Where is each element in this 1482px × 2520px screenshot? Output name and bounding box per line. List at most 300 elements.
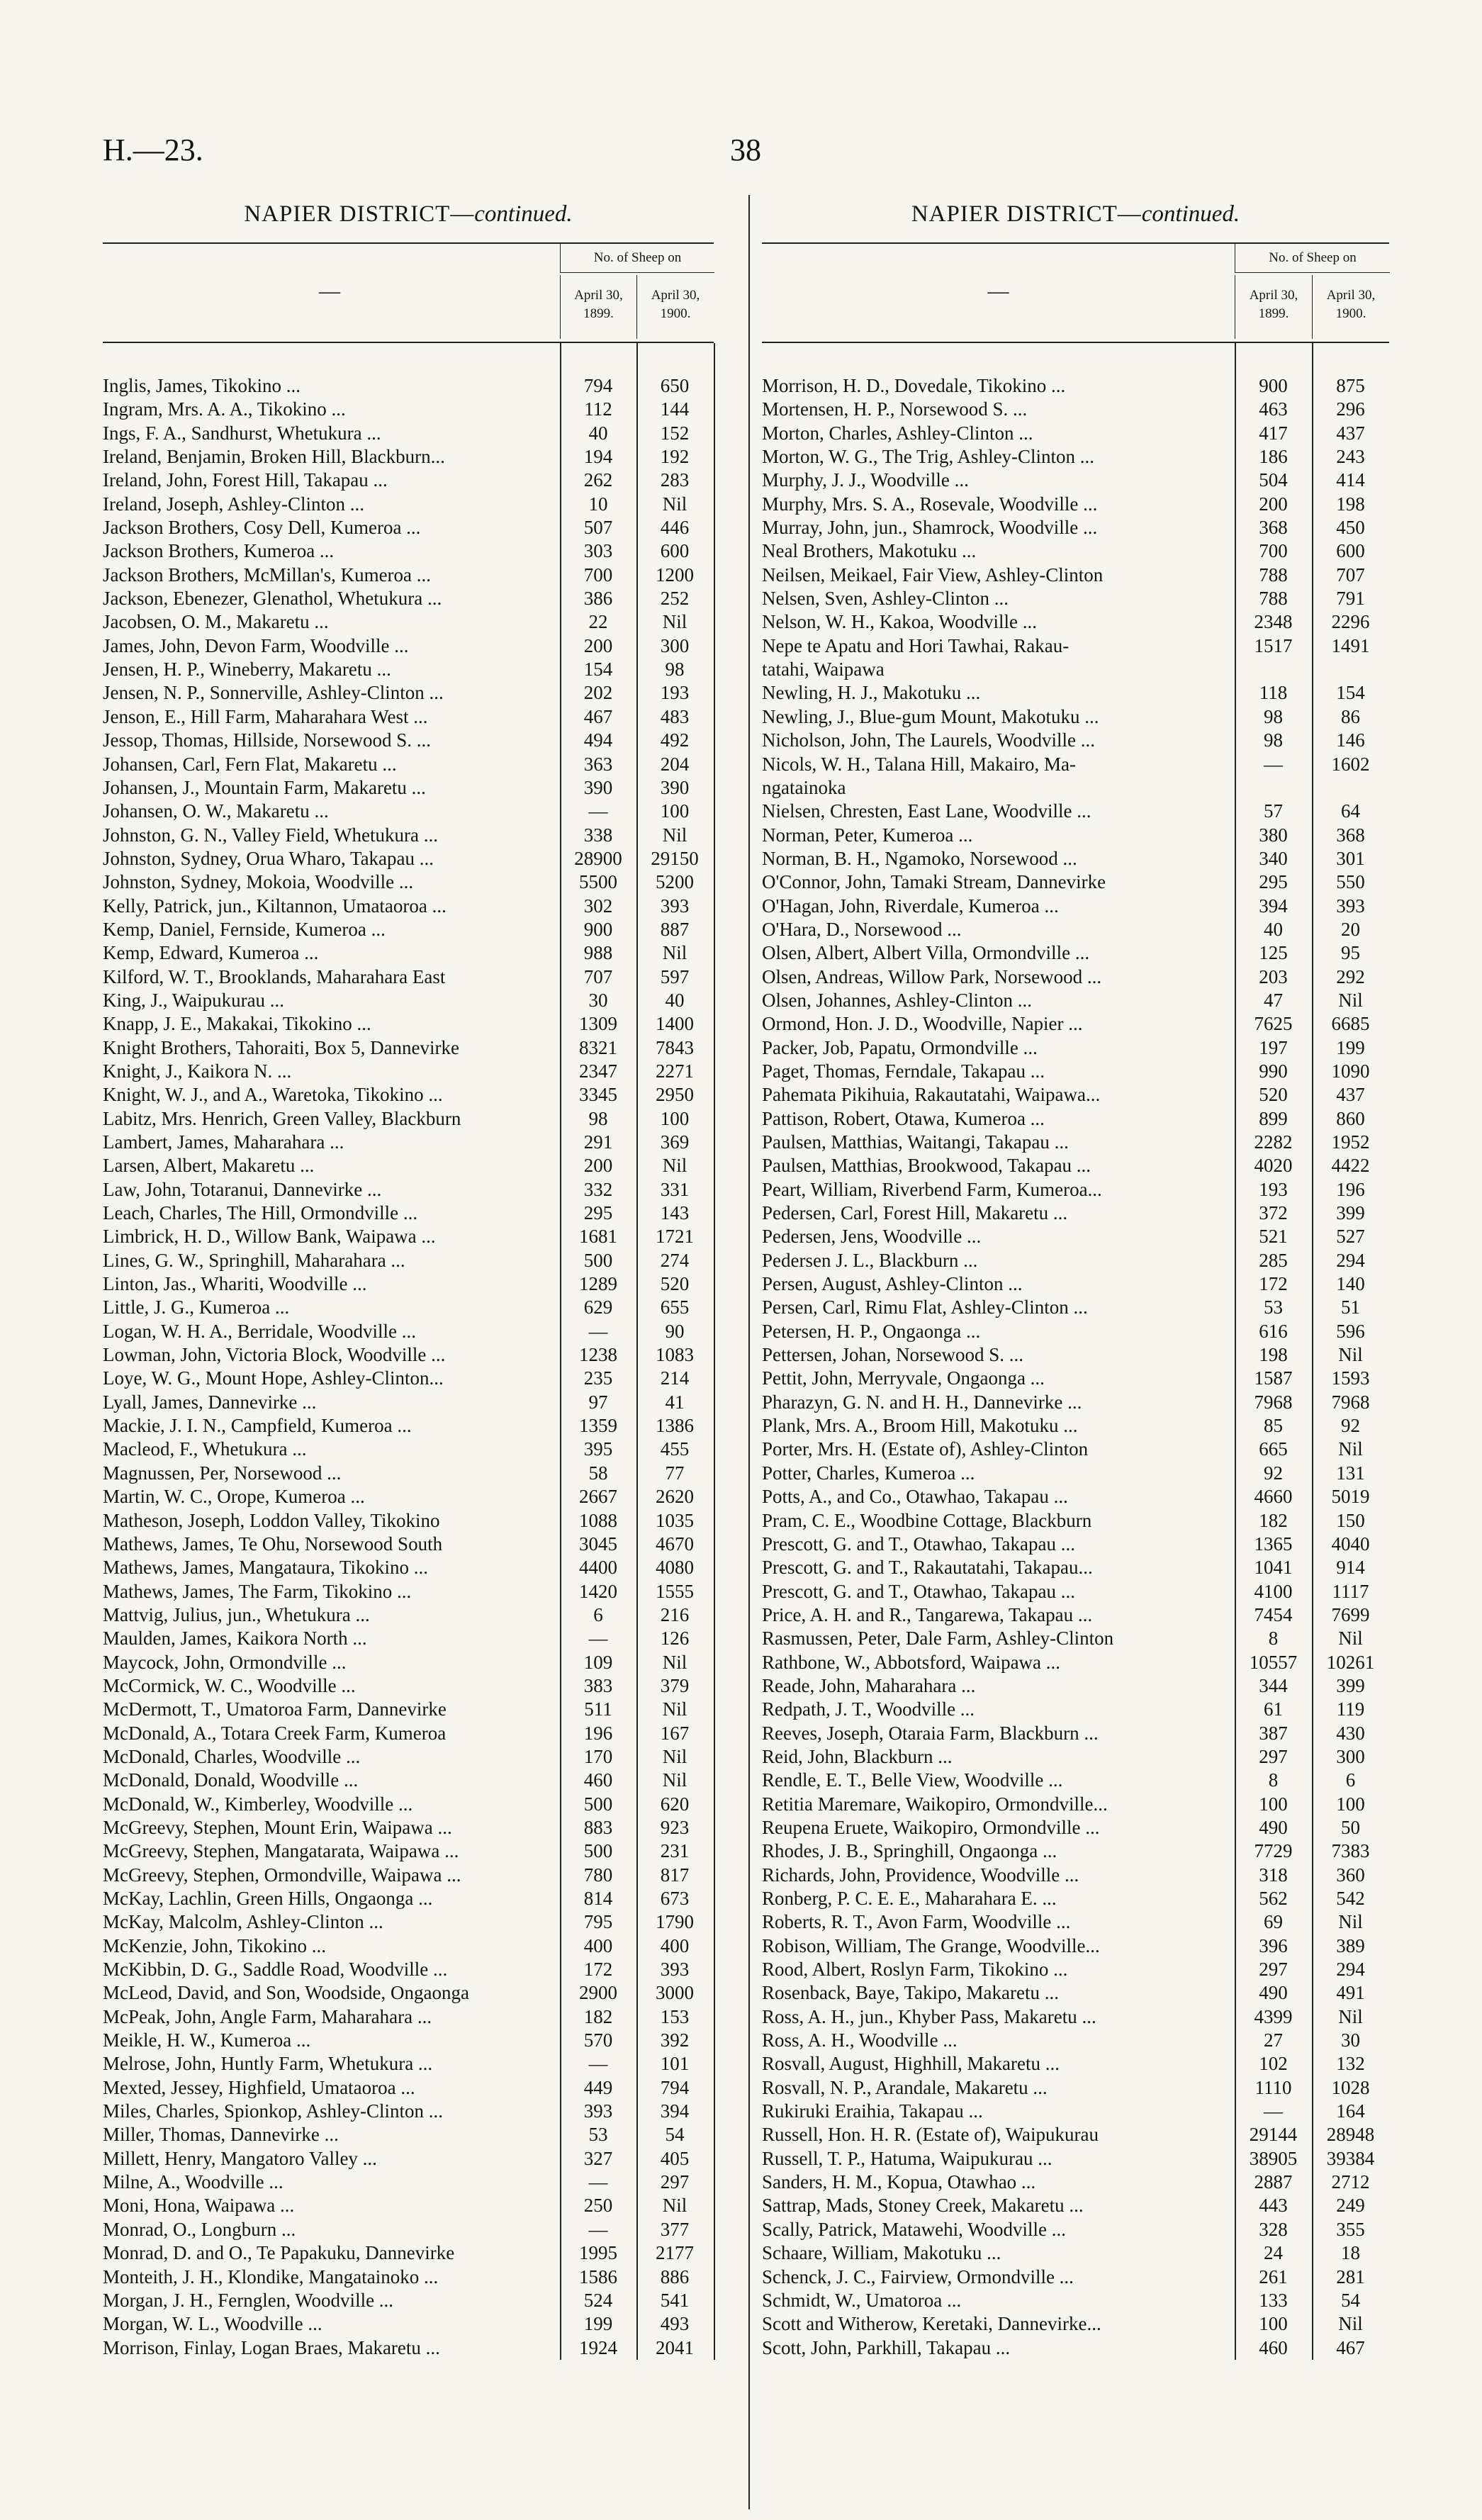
column-rule <box>636 343 638 2360</box>
sheep-1899: 386 <box>583 588 613 610</box>
sheep-1899: 665 <box>1259 1438 1288 1460</box>
sheep-1899: 1995 <box>579 2242 617 2264</box>
sheep-1900: 392 <box>660 2029 690 2051</box>
column-header-1899: April 30, 1899. <box>560 275 636 339</box>
sheep-1899: 788 <box>1259 564 1288 586</box>
entry-name: Redpath, J. T., Woodville ... <box>762 1698 975 1720</box>
sheep-1899: 4400 <box>579 1557 617 1579</box>
sheep-1899: 900 <box>1259 375 1288 396</box>
sheep-1900: 794 <box>660 2076 690 2098</box>
table-row <box>103 1485 714 1508</box>
table-row <box>103 1414 714 1438</box>
entry-name: Labitz, Mrs. Henrich, Green Valley, Blackburn <box>103 1107 461 1129</box>
sheep-1900: 483 <box>660 705 690 727</box>
entry-name: Limbrick, H. D., Willow Bank, Waipawa ... <box>103 1226 436 1248</box>
entry-name: Pahemata Pikihuia, Rakautatahi, Waipawa... <box>762 1084 1101 1106</box>
sheep-1900: 283 <box>660 469 690 491</box>
sheep-1900: Nil <box>662 1651 687 1673</box>
entry-name: Jessop, Thomas, Hillside, Norsewood S. ... <box>103 729 431 751</box>
sheep-1900: Nil <box>1338 1628 1363 1650</box>
sheep-1899: 380 <box>1259 824 1288 846</box>
sheep-1899: — <box>588 1628 608 1650</box>
table-row <box>762 2336 1389 2360</box>
table-row <box>103 1533 714 1556</box>
sheep-1900: Nil <box>662 942 687 964</box>
sheep-1900: 390 <box>660 776 690 798</box>
entry-name: Martin, W. C., Orope, Kumeroa ... <box>103 1486 365 1508</box>
entry-name: Millett, Henry, Mangatoro Valley ... <box>103 2147 377 2169</box>
table-row <box>762 1107 1389 1131</box>
table-row <box>762 800 1389 823</box>
table-row <box>762 989 1389 1012</box>
entry-name: Richards, John, Providence, Woodville ... <box>762 1864 1079 1886</box>
entry-name: Schaare, William, Makotuku ... <box>762 2242 1001 2264</box>
entry-name: Price, A. H. and R., Tangarewa, Takapau ... <box>762 1603 1093 1625</box>
sheep-1899: 250 <box>583 2195 613 2217</box>
sheep-1900: 2950 <box>656 1084 694 1106</box>
entry-name: Johnston, Sydney, Orua Wharo, Takapau ... <box>103 847 434 869</box>
sheep-1900: 394 <box>660 2100 690 2122</box>
sheep-1900: 132 <box>1336 2053 1365 2075</box>
table-row <box>103 516 714 539</box>
table-row <box>762 587 1389 610</box>
sheep-1900: 1090 <box>1331 1060 1370 1082</box>
sheep-1899: 2347 <box>579 1060 617 1082</box>
sheep-1900: 198 <box>1336 493 1365 515</box>
sheep-1900: 860 <box>1336 1107 1365 1129</box>
sheep-1899: 318 <box>1259 1864 1288 1886</box>
entry-name: Sanders, H. M., Kopua, Otawhao ... <box>762 2171 1036 2193</box>
entry-name: Mathews, James, Te Ohu, Norsewood South <box>103 1533 443 1555</box>
table-row <box>762 1958 1389 1981</box>
sheep-1900: 360 <box>1336 1864 1365 1886</box>
entry-name: Plank, Mrs. A., Broom Hill, Makotuku ... <box>762 1415 1078 1437</box>
table-row <box>762 1698 1389 1721</box>
entry-name: Lines, G. W., Springhill, Maharahara ... <box>103 1249 405 1271</box>
sheep-1900: 6 <box>1345 1769 1356 1791</box>
sheep-1900: 297 <box>660 2171 690 2193</box>
entry-name: Sattrap, Mads, Stoney Creek, Makaretu ... <box>762 2195 1084 2217</box>
entry-name: Monrad, O., Longburn ... <box>103 2218 296 2240</box>
entry-name: Pedersen J. L., Blackburn ... <box>762 1249 978 1271</box>
entry-name: Pattison, Robert, Otawa, Kumeroa ... <box>762 1107 1045 1129</box>
sheep-1899: 3345 <box>579 1084 617 1106</box>
sheep-1899: 1681 <box>579 1226 617 1248</box>
sheep-1899: 344 <box>1259 1674 1288 1696</box>
entry-name: Jensen, H. P., Wineberry, Makaretu ... <box>103 659 391 681</box>
table-row <box>762 681 1389 705</box>
sheep-1900: 1790 <box>656 1911 694 1933</box>
sheep-1899: 154 <box>583 659 613 681</box>
entry-name: Murphy, Mrs. S. A., Rosevale, Woodville ... <box>762 493 1098 515</box>
sheep-1900: 467 <box>1336 2336 1365 2358</box>
sheep-1899: 7729 <box>1254 1840 1293 1862</box>
sheep-1900: 144 <box>660 398 690 420</box>
sheep-1899: 394 <box>1259 895 1288 917</box>
sheep-1899: 328 <box>1259 2218 1288 2240</box>
sheep-1899: 202 <box>583 682 613 704</box>
table-row <box>762 2218 1389 2241</box>
sheep-1900: 86 <box>1341 705 1360 727</box>
table-row <box>103 989 714 1012</box>
table-row <box>762 1296 1389 1319</box>
entry-name: McKenzie, John, Tikokino ... <box>103 1934 327 1956</box>
sheep-1900: 153 <box>660 2005 690 2027</box>
sheep-1899: 814 <box>583 1888 613 1909</box>
table-row <box>103 1178 714 1202</box>
entry-name: McLeod, David, and Son, Woodside, Ongaonga <box>103 1982 469 2004</box>
sheep-1899: 521 <box>1259 1226 1288 1248</box>
sheep-1899: 387 <box>1259 1722 1288 1744</box>
sheep-1900: 817 <box>660 1864 690 1886</box>
sheep-1900: Nil <box>662 2195 687 2217</box>
sheep-1899: 390 <box>583 776 613 798</box>
sheep-1900: 414 <box>1336 469 1365 491</box>
table-row <box>103 824 714 847</box>
sheep-1899: 200 <box>1259 493 1288 515</box>
entry-name: O'Hagan, John, Riverdale, Kumeroa ... <box>762 895 1059 917</box>
entry-name: Norman, Peter, Kumeroa ... <box>762 824 973 846</box>
sheep-1899: 200 <box>583 634 613 656</box>
sheep-1899: 1088 <box>579 1509 617 1531</box>
sheep-1900: 154 <box>1336 682 1365 704</box>
sheep-1900: 655 <box>660 1297 690 1318</box>
table-row <box>762 1745 1389 1769</box>
sheep-1899: 988 <box>583 942 613 964</box>
sheep-1900 <box>1312 658 1389 681</box>
sheep-1900: 542 <box>1336 1888 1365 1909</box>
sheep-1899: 449 <box>583 2076 613 2098</box>
sheep-1899: 2282 <box>1254 1131 1293 1153</box>
table-row <box>103 2100 714 2123</box>
entry-name: Paget, Thomas, Ferndale, Takapau ... <box>762 1060 1045 1082</box>
sheep-1899: 520 <box>1259 1084 1288 1106</box>
sheep-1899: 629 <box>583 1297 613 1318</box>
sheep-1899: 297 <box>1259 1745 1288 1767</box>
entry-name: Reid, John, Blackburn ... <box>762 1745 953 1767</box>
entry-name: Law, John, Totaranui, Dannevirke ... <box>103 1178 382 1200</box>
sheep-1899: 395 <box>583 1438 613 1460</box>
entry-name: Rathbone, W., Abbotsford, Waipawa ... <box>762 1651 1061 1673</box>
sheep-1899: 29144 <box>1249 2124 1298 2146</box>
table-row <box>762 1603 1389 1627</box>
table-row <box>762 753 1389 776</box>
table-row <box>762 2123 1389 2146</box>
table-row <box>103 2171 714 2194</box>
sheep-1900: 28948 <box>1326 2124 1375 2146</box>
sheep-1899: 900 <box>583 918 613 940</box>
table-row <box>103 2194 714 2217</box>
table-row <box>762 847 1389 870</box>
sheep-1899: 6 <box>593 1603 603 1625</box>
table-row <box>762 965 1389 989</box>
table-row <box>762 2076 1389 2100</box>
table-row <box>103 1249 714 1272</box>
sheep-1899: 393 <box>583 2100 613 2122</box>
sheep-1900: 393 <box>660 895 690 917</box>
sheep-1900: 243 <box>1336 446 1365 468</box>
sheep-1900: 492 <box>660 729 690 751</box>
table-row <box>762 729 1389 752</box>
sheep-1900: 886 <box>660 2266 690 2287</box>
table-row <box>762 1012 1389 1036</box>
sheep-1899: 2348 <box>1254 611 1293 633</box>
sheep-1900: 393 <box>660 1959 690 1981</box>
entry-name: Murphy, J. J., Woodville ... <box>762 469 969 491</box>
entry-name: Scott and Witherow, Keretaki, Dannevirke... <box>762 2313 1101 2335</box>
entry-name: Inglis, James, Tikokino ... <box>103 375 301 396</box>
entry-name: McCormick, W. C., Woodville ... <box>103 1674 356 1696</box>
sheep-1900: 4422 <box>1331 1155 1370 1177</box>
sheep-1900: 100 <box>660 1107 690 1129</box>
table-row <box>762 1981 1389 2005</box>
entry-name: Johansen, J., Mountain Farm, Makaretu ... <box>103 776 426 798</box>
entry-name: Schenck, J. C., Fairview, Ormondville ... <box>762 2266 1074 2287</box>
name-column-header: — <box>319 279 340 303</box>
entry-name: Nelsen, Sven, Ashley-Clinton ... <box>762 588 1009 610</box>
sheep-1900: 369 <box>660 1131 690 1153</box>
left-column <box>103 198 714 2360</box>
sheep-1899: 1359 <box>579 1415 617 1437</box>
sheep-1899: — <box>588 1320 608 1342</box>
entry-name: Johansen, Carl, Fern Flat, Makaretu ... <box>103 753 397 775</box>
table-row <box>103 1816 714 1839</box>
table-row <box>762 1438 1389 1461</box>
sheep-1899: 186 <box>1259 446 1288 468</box>
entry-name: Pedersen, Jens, Woodville ... <box>762 1226 982 1248</box>
sheep-1899: 285 <box>1259 1249 1288 1271</box>
entry-name: Paulsen, Matthias, Brookwood, Takapau ... <box>762 1155 1091 1177</box>
sheep-1899: 112 <box>584 398 612 420</box>
column-rule <box>1312 343 1313 2360</box>
table-row <box>762 1533 1389 1556</box>
table-row <box>103 1131 714 1154</box>
sheep-1899: 5500 <box>579 871 617 893</box>
sheep-1900: 596 <box>1336 1320 1365 1342</box>
table-row <box>103 1509 714 1533</box>
table-row <box>762 1769 1389 1792</box>
sheep-1899: 4100 <box>1254 1580 1293 1602</box>
sheep-1899: 1110 <box>1254 2076 1292 2098</box>
table-row <box>103 965 714 989</box>
entry-name: Olsen, Andreas, Willow Park, Norsewood ... <box>762 965 1102 987</box>
sheep-1899: 990 <box>1259 1060 1288 1082</box>
sheep-1899: 291 <box>583 1131 613 1153</box>
sheep-1900: 887 <box>660 918 690 940</box>
column-rule <box>560 343 561 2360</box>
sheep-1900: 95 <box>1341 942 1360 964</box>
entry-name: McKay, Malcolm, Ashley-Clinton ... <box>103 1911 383 1933</box>
sheep-1900: 204 <box>660 753 690 775</box>
table-row <box>103 374 714 398</box>
table-row <box>103 2029 714 2052</box>
sheep-1900: 199 <box>1336 1036 1365 1058</box>
table-row <box>762 493 1389 516</box>
sheep-1900: 281 <box>1336 2266 1365 2287</box>
table-row <box>762 1651 1389 1674</box>
sheep-1899: 463 <box>1259 398 1288 420</box>
sheep-1900: Nil <box>1338 989 1363 1011</box>
sheep-1900: 7968 <box>1331 1391 1370 1413</box>
sheep-1900: Nil <box>662 1698 687 1720</box>
table-row <box>103 610 714 634</box>
sheep-1899: 4399 <box>1254 2005 1293 2027</box>
entry-name: McPeak, John, Angle Farm, Maharahara ... <box>103 2005 432 2027</box>
sheep-count-group-header: No. of Sheep on <box>1235 244 1390 273</box>
table-row <box>103 1887 714 1910</box>
sheep-1899: 504 <box>1259 469 1288 491</box>
entry-name: McKay, Lachlin, Green Hills, Ongaonga ... <box>103 1888 433 1909</box>
entry-name: Moni, Hona, Waipawa ... <box>103 2195 295 2217</box>
table-row <box>103 2005 714 2029</box>
table-row <box>762 469 1389 492</box>
sheep-1900: 98 <box>665 659 685 681</box>
table-row <box>103 539 714 563</box>
entry-name: Morgan, W. L., Woodville ... <box>103 2313 322 2335</box>
entry-name: Lowman, John, Victoria Block, Woodville ... <box>103 1344 446 1366</box>
sheep-1899: 899 <box>1259 1107 1288 1129</box>
table-row <box>762 1272 1389 1296</box>
sheep-1900: 379 <box>660 1674 690 1696</box>
entry-name: King, J., Waipukurau ... <box>103 989 285 1011</box>
sheep-1900: Nil <box>1338 2313 1363 2335</box>
table-row <box>103 2218 714 2241</box>
table-row <box>103 1769 714 1792</box>
entry-name: Pettersen, Johan, Norsewood S. ... <box>762 1344 1023 1366</box>
sheep-1899: 794 <box>583 375 613 396</box>
table-row <box>762 374 1389 398</box>
sheep-1900: 100 <box>660 800 690 822</box>
table-row <box>103 1910 714 1934</box>
sheep-1899: 7454 <box>1254 1603 1293 1625</box>
sheep-1900: 294 <box>1336 1249 1365 1271</box>
entry-name: Pedersen, Carl, Forest Hill, Makaretu ... <box>762 1202 1068 1224</box>
table-row <box>103 847 714 870</box>
table-row <box>762 1202 1389 1225</box>
table-row <box>103 2076 714 2100</box>
entry-name: Reade, John, Maharahara ... <box>762 1674 976 1696</box>
entry-name: McDonald, W., Kimberley, Woodville ... <box>103 1793 413 1815</box>
table-row <box>762 1580 1389 1603</box>
sheep-1899: 2900 <box>579 1982 617 2004</box>
sheep-1900: 550 <box>1336 871 1365 893</box>
table-row <box>762 941 1389 965</box>
entry-name: Maycock, John, Ormondville ... <box>103 1651 347 1673</box>
sheep-1899: 303 <box>583 540 613 562</box>
sheep-1900: 455 <box>660 1438 690 1460</box>
sheep-1900: 274 <box>660 1249 690 1271</box>
sheep-1900: 600 <box>1336 540 1365 562</box>
entry-name: Reeves, Joseph, Otaraia Farm, Blackburn ... <box>762 1722 1099 1744</box>
entry-name: Little, J. G., Kumeroa ... <box>103 1297 290 1318</box>
sheep-1899: 100 <box>1259 1793 1288 1815</box>
sheep-1899: 40 <box>1264 918 1283 940</box>
table-row <box>103 1202 714 1225</box>
table-row <box>762 1178 1389 1202</box>
sheep-1899: 182 <box>1259 1509 1288 1531</box>
sheep-1900: Nil <box>662 824 687 846</box>
entry-name: McDonald, A., Totara Creek Farm, Kumeroa <box>103 1722 447 1744</box>
table-row <box>762 1839 1389 1863</box>
table-row <box>762 776 1389 800</box>
sheep-1899: 133 <box>1259 2289 1288 2311</box>
right-column <box>762 198 1389 2360</box>
entry-name: Schmidt, W., Umatoroa ... <box>762 2289 962 2311</box>
sheep-1899: 10 <box>588 493 608 515</box>
table-row <box>103 1934 714 1958</box>
name-column-header: — <box>987 279 1009 303</box>
sheep-1899: 24 <box>1264 2242 1283 2264</box>
entry-name: Pettit, John, Merryvale, Ongaonga ... <box>762 1367 1045 1389</box>
entry-name: Johansen, O. W., Makaretu ... <box>103 800 329 822</box>
table-row <box>762 398 1389 421</box>
entry-name: McDermott, T., Umatoroa Farm, Dannevirke <box>103 1698 447 1720</box>
sheep-1900: Nil <box>662 1155 687 1177</box>
table-row <box>762 634 1389 658</box>
sheep-1899: 1041 <box>1254 1557 1293 1579</box>
sheep-1900: 143 <box>660 1202 690 1224</box>
table-row <box>762 2312 1389 2336</box>
sheep-1900: 377 <box>660 2218 690 2240</box>
sheep-1899: 98 <box>588 1107 608 1129</box>
table-row <box>762 1343 1389 1367</box>
table-row <box>762 895 1389 918</box>
sheep-1900: 119 <box>1336 1698 1365 1720</box>
entry-name: Nelson, W. H., Kakoa, Woodville ... <box>762 611 1038 633</box>
sheep-1899: 700 <box>1259 540 1288 562</box>
table-row <box>762 1036 1389 1060</box>
entry-name: Newling, H. J., Makotuku ... <box>762 682 981 704</box>
table-row <box>103 2147 714 2171</box>
entry-name: Scott, John, Parkhill, Takapau ... <box>762 2336 1011 2358</box>
sheep-1900: 7843 <box>656 1036 694 1058</box>
sheep-1900: 146 <box>1336 729 1365 751</box>
sheep-1900: 4080 <box>656 1557 694 1579</box>
sheep-1900: 4670 <box>656 1533 694 1555</box>
sheep-1900: 430 <box>1336 1722 1365 1744</box>
sheep-1900: 914 <box>1336 1557 1365 1579</box>
sheep-1900: 92 <box>1341 1415 1360 1437</box>
sheep-1900: 520 <box>660 1273 690 1295</box>
entry-name: Mathews, James, Mangataura, Tikokino ... <box>103 1557 428 1579</box>
sheep-1900: 791 <box>1336 588 1365 610</box>
table-row <box>103 776 714 800</box>
sheep-1900: 2296 <box>1331 611 1370 633</box>
sheep-1899: 500 <box>583 1249 613 1271</box>
sheep-1900: 600 <box>660 540 690 562</box>
sheep-1900: 193 <box>660 682 690 704</box>
sheep-1900: Nil <box>1338 1344 1363 1366</box>
table-row <box>103 918 714 941</box>
entry-name: Rasmussen, Peter, Dale Farm, Ashley-Clinton <box>762 1628 1114 1650</box>
sheep-1900: 90 <box>665 1320 685 1342</box>
table-row <box>103 2052 714 2076</box>
sheep-1900: 216 <box>660 1603 690 1625</box>
sheep-1899: 85 <box>1264 1415 1283 1437</box>
sheep-1900: Nil <box>662 1769 687 1791</box>
table-row <box>762 1154 1389 1177</box>
sheep-1900: 5019 <box>1331 1486 1370 1508</box>
entry-name: Rosenback, Baye, Takipo, Makaretu ... <box>762 1982 1060 2004</box>
table-row <box>103 422 714 445</box>
table-row <box>762 1083 1389 1107</box>
table-row <box>762 705 1389 729</box>
table-row <box>762 1722 1389 1745</box>
sheep-1900: 2177 <box>656 2242 694 2264</box>
table-row <box>103 1627 714 1650</box>
sheep-1899: 570 <box>583 2029 613 2051</box>
entry-name: Kemp, Daniel, Fernside, Kumeroa ... <box>103 918 386 940</box>
